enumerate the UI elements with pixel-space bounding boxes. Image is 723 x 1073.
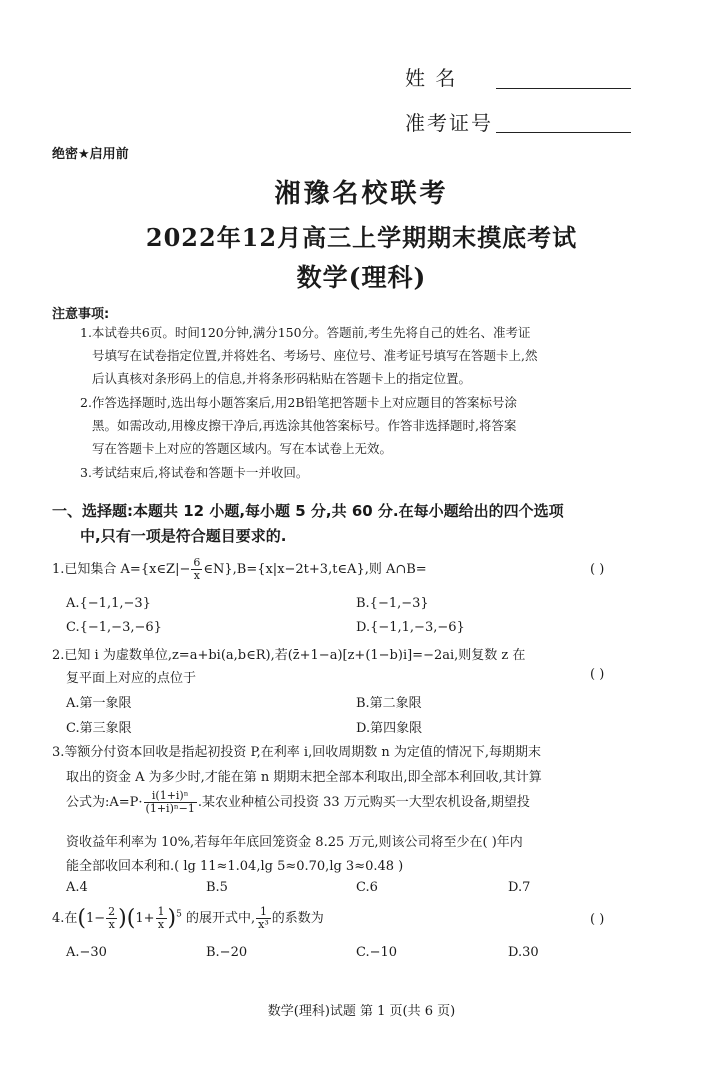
question-4-option-c: C.−10: [356, 945, 398, 960]
question-1-fraction: $\frac{6}{x}$: [193, 556, 201, 582]
question-4-fraction-3: $\frac{1}{\text{x³}}$: [258, 905, 269, 931]
section-heading-line2: 中,只有一项是符合题目要求的.: [80, 527, 287, 545]
question-3-line4: 资收益年利率为 10%,若每年年底回笼资金 8.25 万元,则该公司将至少在( )年内: [66, 835, 523, 850]
question-4-exponent: 5: [176, 909, 182, 920]
exam-title-line2: 2022年12月高三上学期期末摸底考试: [145, 223, 578, 252]
question-1-stem-part-b: ∈N},B={x|x−2t+3,t∈A},则 A∩B=: [203, 562, 427, 577]
exam-id-label: 准考证号: [405, 111, 493, 135]
question-3-option-b: B.5: [206, 880, 228, 895]
secret-mark: 绝密★启用前: [52, 147, 129, 162]
question-4-stem: 4.在(1− $\frac{2}{x}$ )(1+ $\frac{1}{x}$ )$^5$ 的展开式中, $\frac{1}{\text{x³}}$ 的系数为: [52, 905, 324, 931]
notice-line-5: 黑。如需改动,用橡皮擦干净后,再选涂其他答案标号。作答非选择题时,将答案: [92, 418, 517, 433]
question-2-option-a: A.第一象限: [66, 696, 132, 711]
question-3-option-d: D.7: [508, 880, 531, 895]
name-field-line: [496, 88, 631, 89]
question-2-option-c: C.第三象限: [66, 721, 132, 736]
exam-id-field-line: [496, 132, 631, 133]
question-4-option-d: D.30: [508, 945, 539, 960]
question-4-answer-paren: ( ): [590, 912, 605, 927]
question-3-formula-fraction: $\frac{\text{i(1+i)ⁿ}}{\text{(1+i)ⁿ−1}}$: [145, 789, 195, 815]
question-1-option-d: D.{−1,1,−3,−6}: [356, 620, 465, 635]
section-heading-line1: 一、选择题:本题共 12 小题,每小题 5 分,共 60 分.在每小题给出的四个选项: [52, 502, 564, 520]
question-4-option-b: B.−20: [206, 945, 248, 960]
question-1-stem-part-a: 1.已知集合 A={x∈Z|−: [52, 562, 191, 577]
question-1-answer-paren: ( ): [590, 562, 605, 577]
question-2-option-d: D.第四象限: [356, 721, 423, 736]
question-3-line1: 3.等额分付资本回收是指起初投资 P,在利率 i,回收周期数 n 为定值的情况下,每期期末: [52, 745, 541, 760]
notice-line-1: 1.本试卷共6页。时间120分钟,满分150分。答题前,考生先将自己的姓名、准考证: [80, 325, 531, 340]
question-4-fraction-2: $\frac{1}{x}$: [157, 905, 165, 931]
notice-line-2: 号填写在试卷指定位置,并将姓名、考场号、座位号、准考证号填写在答题卡上,然: [92, 348, 538, 363]
question-3-option-a: A.4: [66, 880, 88, 895]
question-2-option-b: B.第二象限: [356, 696, 422, 711]
exam-title-line1: 湘豫名校联考: [274, 179, 449, 209]
question-4-option-a: A.−30: [66, 945, 107, 960]
question-3-formula-prefix: 公式为:A=P·: [66, 795, 143, 810]
question-1-stem: [52, 557, 427, 582]
question-3-line2: 取出的资金 A 为多少时,才能在第 n 期期末把全部本利取出,即全部本利回收,其计算: [66, 770, 542, 785]
question-1-option-b: B.{−1,−3}: [356, 596, 429, 611]
question-3-option-c: C.6: [356, 880, 378, 895]
question-3-line3-rest: .某农业种植公司投资 33 万元购买一大型农机设备,期望投: [197, 795, 530, 810]
name-label: 姓 名: [405, 66, 458, 90]
question-2-stem-line2: 复平面上对应的点位于: [66, 671, 197, 686]
exam-title-line3: 数学(理科): [296, 263, 427, 292]
question-2-stem-line1: 2.已知 i 为虚数单位,z=a+bi(a,b∈R),若(z̄+1−a)[z+(1−b)i]=−2ai,则复数 z 在: [52, 648, 526, 663]
notice-heading: 注意事项:: [52, 307, 110, 322]
question-2-answer-paren: ( ): [590, 667, 605, 682]
notice-line-4: 2.作答选择题时,选出每小题答案后,用2B铅笔把答题卡上对应题目的答案标号涂: [80, 395, 518, 410]
question-4-fraction-1: $\frac{2}{x}$: [108, 905, 116, 931]
notice-line-7: 3.考试结束后,将试卷和答题卡一并收回。: [80, 465, 309, 480]
notice-line-3: 后认真核对条形码上的信息,并将条形码粘贴在答题卡上的指定位置。: [92, 371, 471, 386]
question-1-option-a: A.{−1,1,−3}: [66, 596, 151, 611]
notice-line-6: 写在答题卡上对应的答题区域内。写在本试卷上无效。: [92, 441, 393, 456]
page-footer: 数学(理科)试题 第 1 页(共 6 页): [267, 1004, 456, 1019]
question-1-option-c: C.{−1,−3,−6}: [66, 620, 162, 635]
question-3-line3: [66, 790, 530, 815]
question-3-line5: 能全部收回本利和.( lg 11≈1.04,lg 5≈0.70,lg 3≈0.48 ): [66, 859, 404, 874]
